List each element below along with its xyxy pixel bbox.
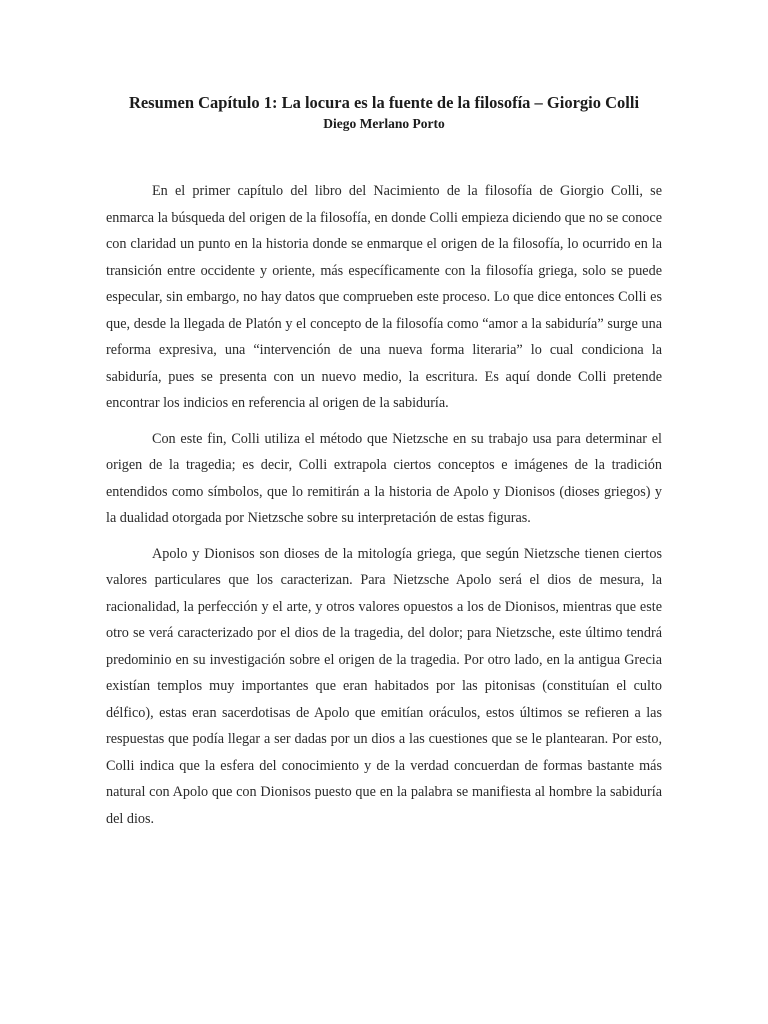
document-title: Resumen Capítulo 1: La locura es la fuente de la filosofía – Giorgio Colli [128, 93, 640, 112]
paragraph-1: En el primer capítulo del libro del Nacimiento de la filosofía de Giorgio Colli, se enmarca la búsqueda del origen de la filosofía, en donde Colli empieza diciendo que no se conoce con claridad un punto en la historia donde se enmarque el origen de la filosofía, lo ocurrido en la transición entre occidente y oriente, más específicamente con la filosofía griega, solo se puede especular, sin embargo, no hay datos que comprueben este proceso. Lo que dice entonces Colli es que, desde la llegada de Platón y el concepto de la filosofía como “amor a la sabiduría” surge una reforma expresiva, una “intervención de una nueva forma literaria” lo cual condiciona la sabiduría, pues se presenta con un nuevo medio, la escritura. Es aquí donde Colli pretende encontrar los indicios en referencia al origen de la sabiduría. [106, 183, 662, 411]
document-body [106, 178, 662, 832]
document-author: Diego Merlano Porto [323, 116, 445, 131]
paragraph-3: Apolo y Dionisos son dioses de la mitología griega, que según Nietzsche tienen ciertos valores particulares que los caracterizan. Para Nietzsche Apolo será el dios de mesura, la racionalidad, la perfección y el arte, y otros valores opuestos a los de Dionisos, mientras que este otro se verá caracterizado por el dios de la tragedia, del dolor; para Nietzsche, este último tendrá predominio en su investigación sobre el origen de la tragedia. Por otro lado, en la antigua Grecia existían templos muy importantes que eran habitados por las pitonisas (constituían el culto délfico), estas eran sacerdotisas de Apolo que emitían oráculos, estos últimos se refieren a las respuestas que podía llegar a ser dadas por un dios a las cuestiones que se le plantearan. Por esto, Colli indica que la esfera del conocimiento y de la verdad concuerdan de formas bastante más natural con Apolo que con Dionisos puesto que en la palabra se manifiesta al hombre la sabiduría del dios. [106, 545, 662, 827]
paragraph-2: Con este fin, Colli utiliza el método que Nietzsche en su trabajo usa para determinar el origen de la tragedia; es decir, Colli extrapola ciertos conceptos e imágenes de la tradición entendidos como símbolos, que lo remitirán a la historia de Apolo y Dionisos (dioses griegos) y la dualidad otorgada por Nietzsche sobre su interpretación de estas figuras. [106, 430, 662, 526]
